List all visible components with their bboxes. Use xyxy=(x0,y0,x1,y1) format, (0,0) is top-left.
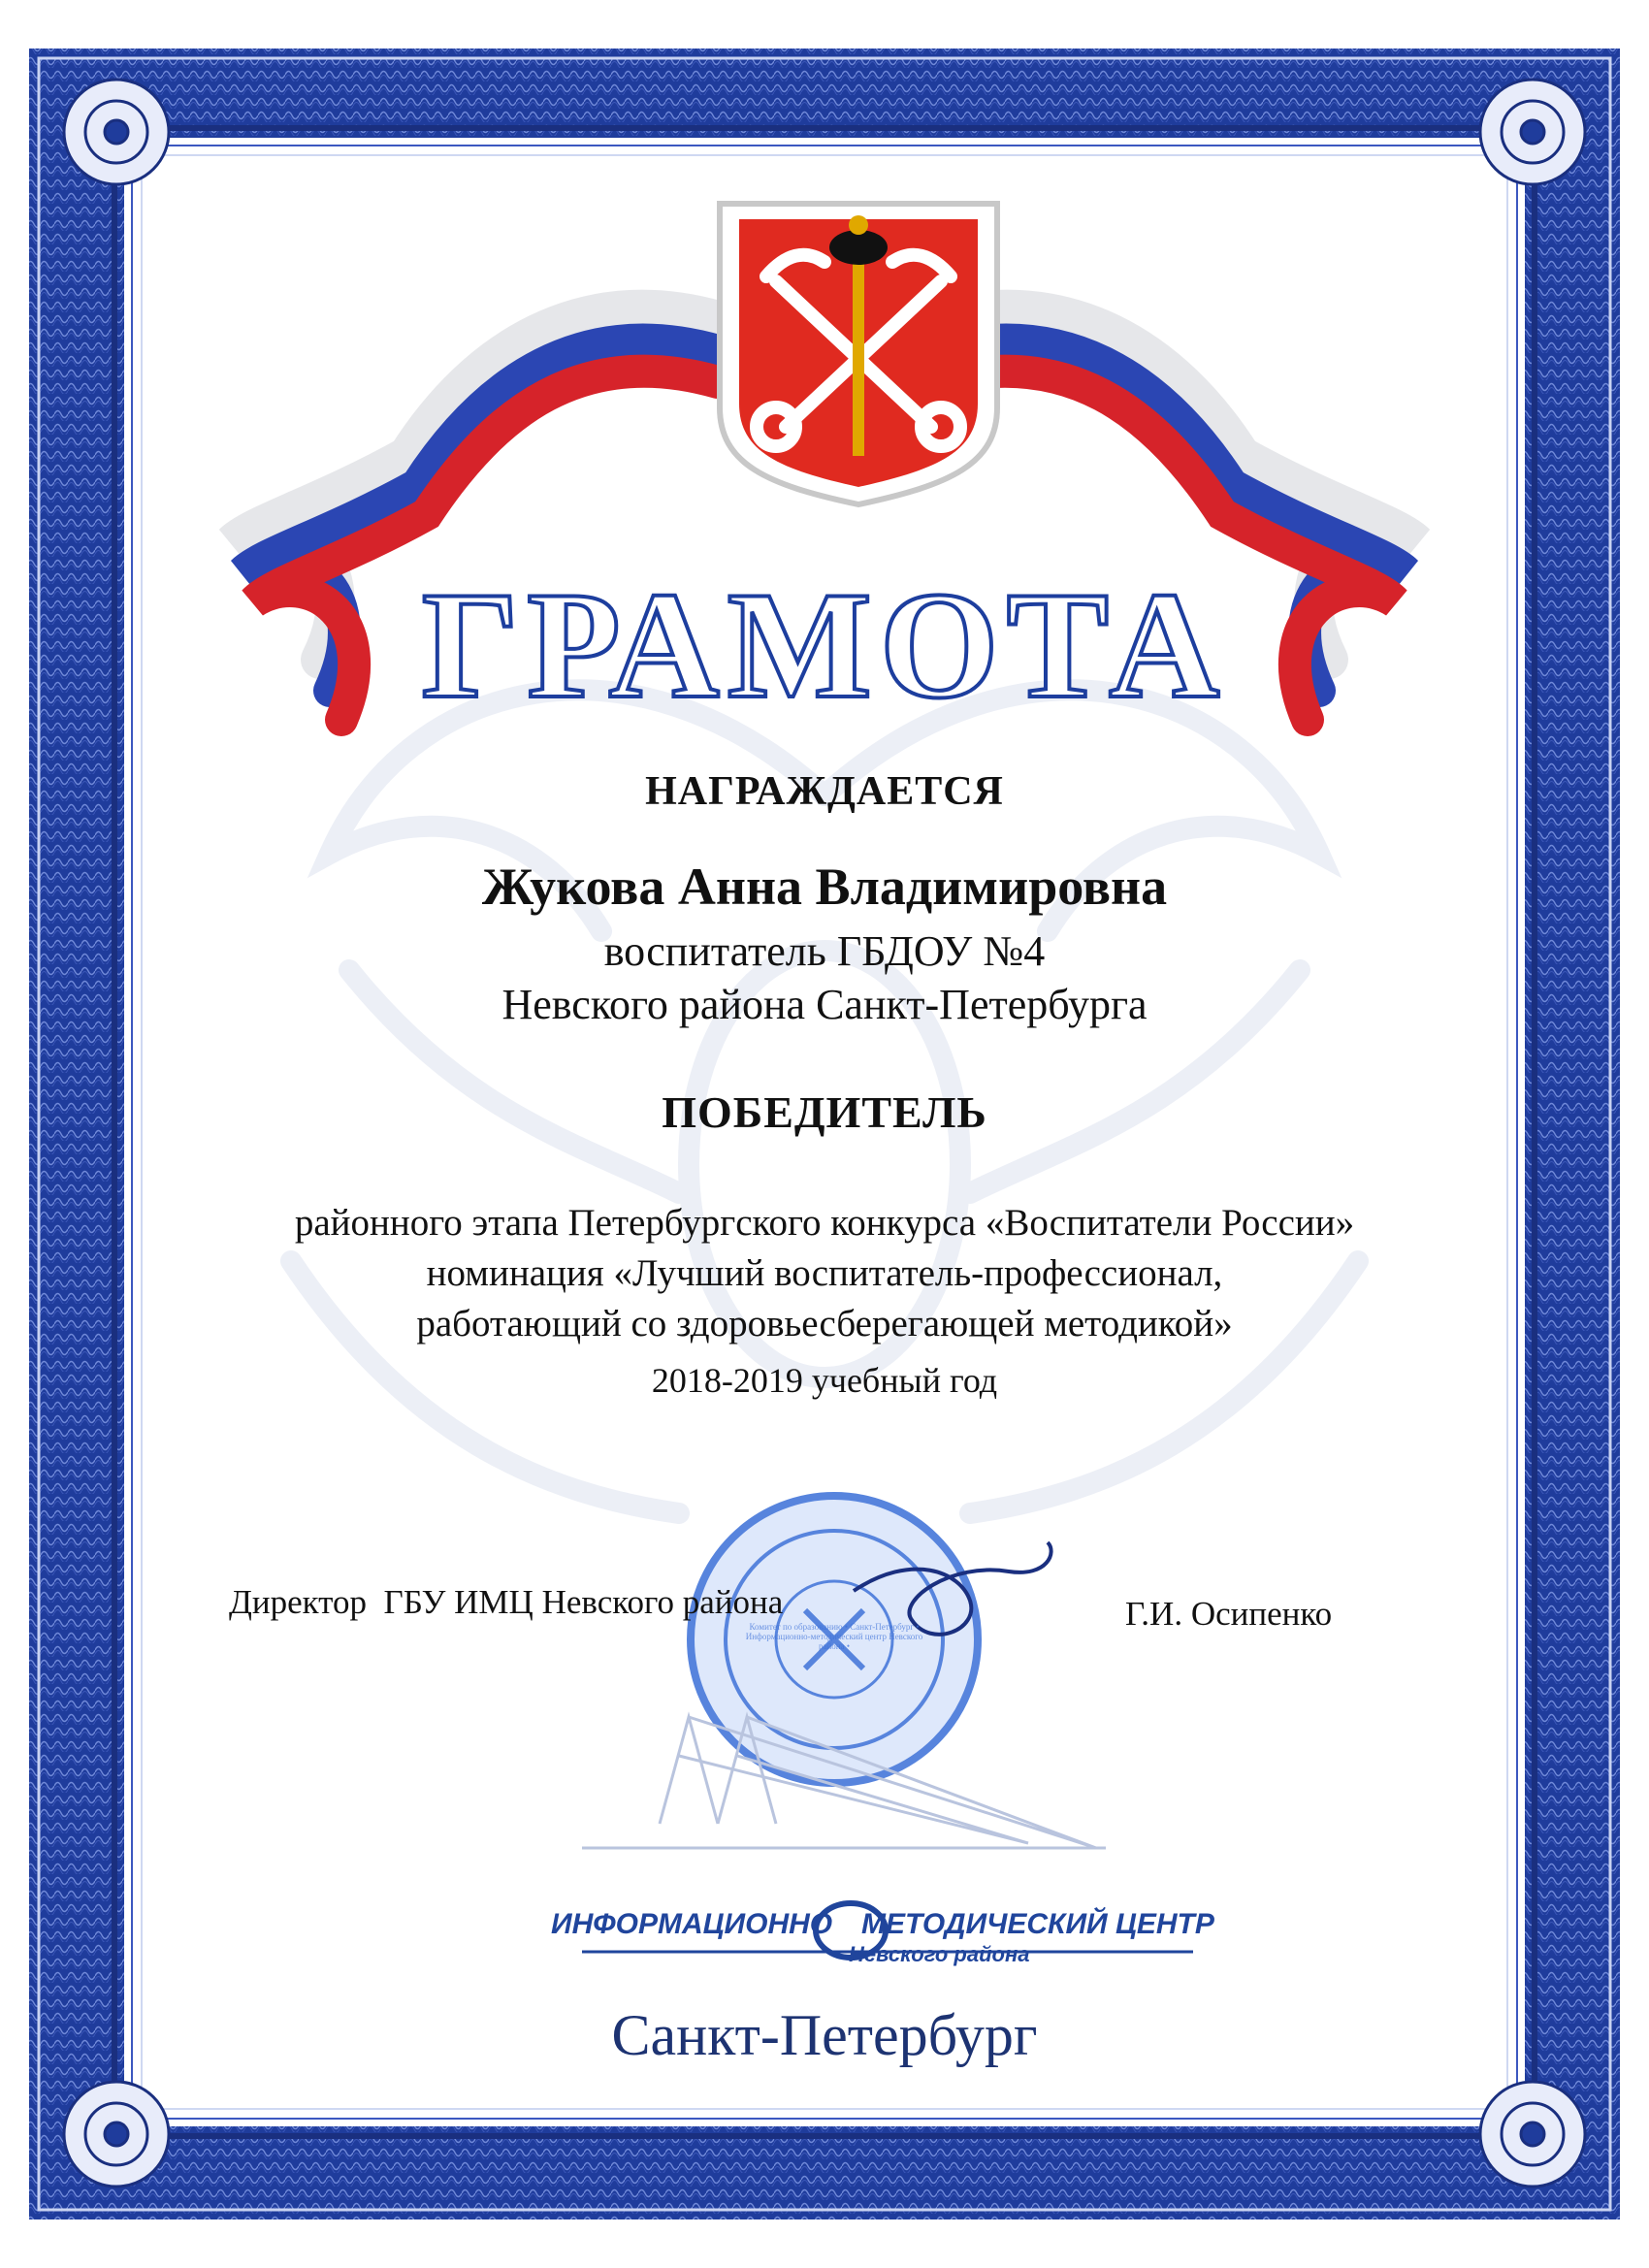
contest-description-line-1: районного этапа Петербургского конкурса «Воспитатели России» xyxy=(294,1202,1355,1244)
shell-ornament-top-left xyxy=(64,80,169,184)
logo-subtitle: Невского района xyxy=(849,1942,1030,1966)
logo-text-left: ИНФОРМАЦИОННО xyxy=(551,1908,833,1940)
signature-role: Директор ГБУ ИМЦ Невского района xyxy=(229,1583,784,1621)
shell-ornament-top-right xyxy=(1480,80,1585,184)
recipient-position-line-1: воспитатель ГБДОУ №4 xyxy=(603,927,1046,975)
awarded-label: НАГРАЖДАЕТСЯ xyxy=(645,769,1004,814)
recipient-name: Жукова Анна Владимировна xyxy=(481,858,1168,916)
shell-ornament-bottom-right xyxy=(1480,2082,1585,2187)
stamp-lettering: Комитет по образованию • Санкт-Петербург • Информационно-методический центр Невского района • xyxy=(745,1622,923,1651)
logo-text-right: МЕТОДИЧЕСКИЙ ЦЕНТР xyxy=(861,1908,1214,1940)
contest-description-line-3: работающий со здоровьесберегающей методикой» xyxy=(416,1303,1233,1345)
shell-ornament-bottom-left xyxy=(64,2082,169,2187)
signature-name: Г.И. Осипенко xyxy=(1125,1595,1333,1633)
status-winner: ПОБЕДИТЕЛЬ xyxy=(662,1087,987,1137)
coat-of-arms-shield xyxy=(720,204,997,504)
recipient-position-line-2: Невского района Санкт-Петербурга xyxy=(501,981,1148,1028)
school-year: 2018-2019 учебный год xyxy=(651,1361,998,1400)
city-name: Санкт-Петербург xyxy=(611,2003,1038,2067)
certificate-title: ГРАМОТА xyxy=(421,561,1228,730)
contest-description-line-2: номинация «Лучший воспитатель-профессионал, xyxy=(426,1252,1223,1294)
